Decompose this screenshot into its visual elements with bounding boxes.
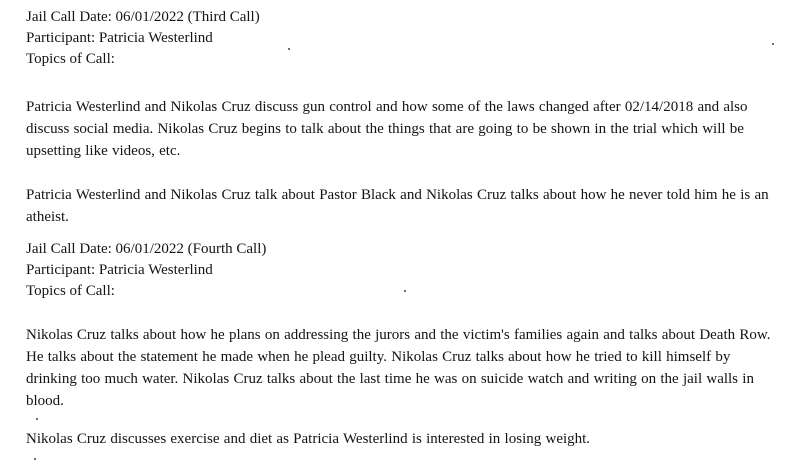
- call-header-fourth: [26, 240, 266, 303]
- call-topic-paragraph: Patricia Westerlind and Nikolas Cruz talk about Pastor Black and Nikolas Cruz talks about how he never told him he is an atheist.: [26, 187, 769, 225]
- scan-speck: [772, 43, 774, 45]
- call-topics-heading: Topics of Call:: [26, 283, 115, 299]
- scan-speck: [36, 418, 38, 420]
- call-participant: Participant: Patricia Westerlind: [26, 262, 213, 278]
- call-topic-paragraph: Patricia Westerlind and Nikolas Cruz discuss gun control and how some of the laws changed after 02/14/2018 and also discuss social media. Nikolas Cruz begins to talk about the things that are going to be shown in the trial which will be upsetting like videos, etc.: [26, 99, 748, 159]
- call-topics-heading: Topics of Call:: [26, 51, 115, 67]
- scan-speck: [404, 290, 406, 292]
- scan-speck: [34, 458, 36, 460]
- call-topic-paragraph: Nikolas Cruz discusses exercise and diet as Patricia Westerlind is interested in losing weight.: [26, 431, 591, 447]
- call-date: Jail Call Date: 06/01/2022 (Third Call): [26, 9, 260, 25]
- call-participant: Participant: Patricia Westerlind: [26, 30, 213, 46]
- call-header-third: [26, 8, 260, 71]
- scan-speck: [288, 48, 290, 50]
- call-topic-paragraph: Nikolas Cruz talks about how he plans on addressing the jurors and the victim's families again and talks about Death Row. He talks about the statement he made when he plead guilty. Nikolas Cruz talks about how he tried to kill himself by drinking too much water. Nikolas Cruz talks about the last time he was on suicide watch and writing on the jail walls in blood.: [26, 327, 771, 409]
- call-date: Jail Call Date: 06/01/2022 (Fourth Call): [26, 241, 267, 257]
